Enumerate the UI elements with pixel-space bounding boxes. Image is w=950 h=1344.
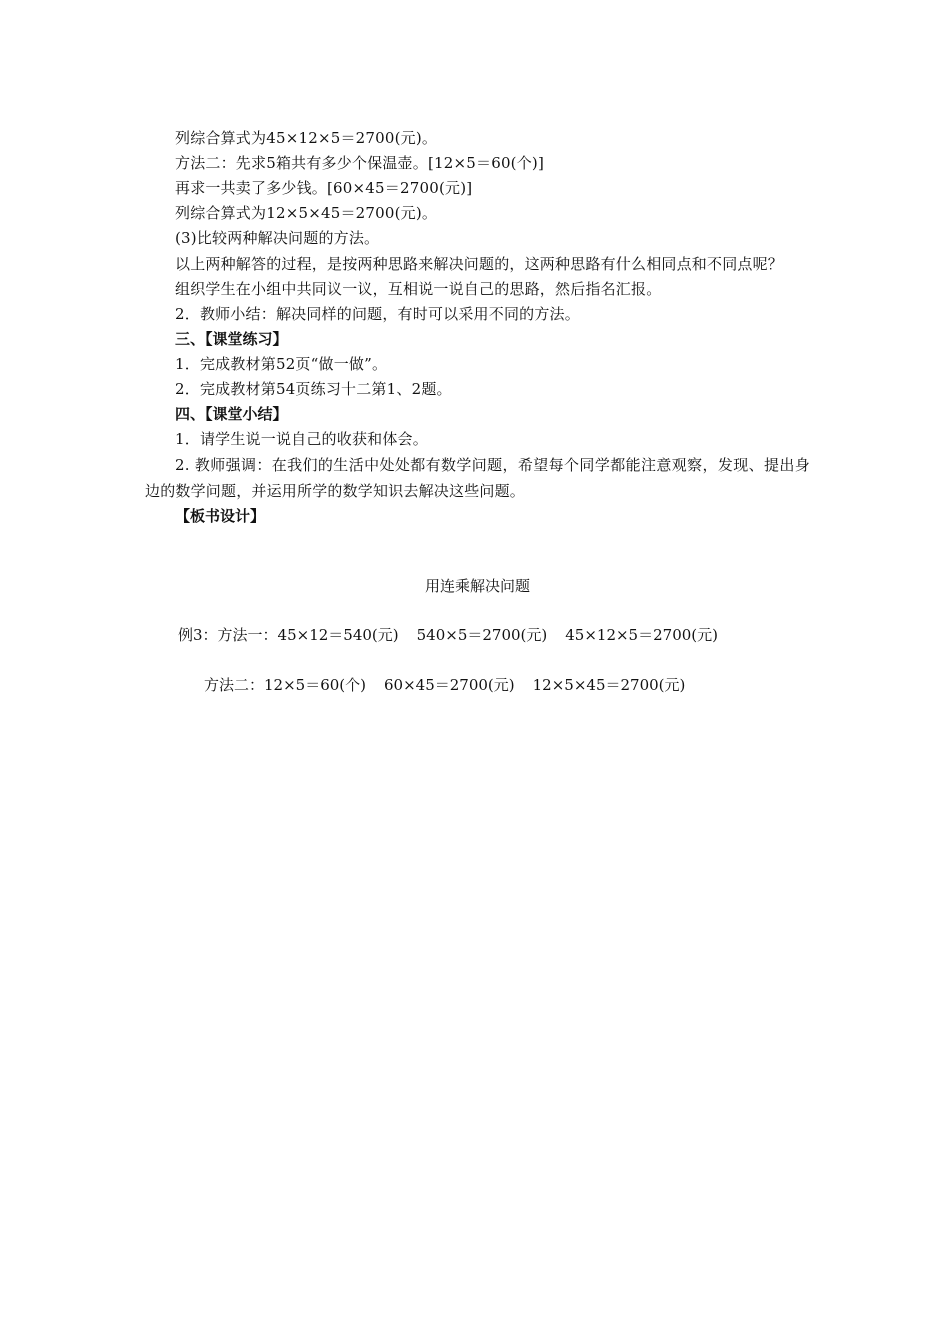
paragraph: 组织学生在小组中共同议一议，互相说一说自己的思路，然后指名汇报。 [175, 280, 662, 298]
board-expression: 12×5×45＝2700(元) [532, 676, 686, 694]
board-label: 方法二： [204, 676, 265, 694]
paragraph: (3)比较两种解决问题的方法。 [175, 229, 380, 247]
board-expression: 540×5＝2700(元) [416, 626, 548, 644]
section-heading-board: 【板书设计】 [175, 507, 266, 525]
paragraph: 2．教师小结：解决同样的问题，有时可以采用不同的方法。 [175, 305, 580, 323]
board-method-one [178, 623, 736, 648]
paragraph: 列综合算式为45×12×5＝2700(元)。 [175, 129, 438, 147]
list-item: 1．完成教材第52页“做一做”。 [175, 355, 388, 373]
list-item: 1．请学生说一说自己的收获和体会。 [175, 430, 428, 448]
board-label: 例3：方法一： [178, 626, 278, 644]
paragraph: 以上两种解答的过程，是按两种思路来解决问题的，这两种思路有什么相同点和不同点呢？ [175, 255, 784, 273]
board-expression: 45×12＝540(元) [277, 626, 399, 644]
board-expression: 12×5＝60(个) [264, 676, 367, 694]
board-title: 用连乘解决问题 [424, 577, 530, 595]
section-heading-summary: 四、【课堂小结】 [175, 405, 288, 423]
list-item: 2．完成教材第54页练习十二第1、2题。 [175, 380, 452, 398]
board-expression: 60×45＝2700(元) [384, 676, 515, 694]
paragraph: 列综合算式为12×5×45＝2700(元)。 [175, 204, 438, 222]
section-heading-practice: 三、【课堂练习】 [175, 330, 288, 348]
paragraph: 方法二：先求5箱共有多少个保温壶。[12×5＝60(个)] [175, 154, 545, 172]
list-item: 2. 教师强调：在我们的生活中处处都有数学问题，希望每个同学都能注意观察，发现、提出身边的数学问题，并运用所学的数学知识去解决这些问题。 [145, 456, 810, 500]
board-method-two [204, 673, 703, 698]
paragraph: 再求一共卖了多少钱。[60×45＝2700(元)] [175, 179, 473, 197]
board-expression: 45×12×5＝2700(元) [565, 626, 718, 644]
lesson-body [145, 126, 810, 529]
